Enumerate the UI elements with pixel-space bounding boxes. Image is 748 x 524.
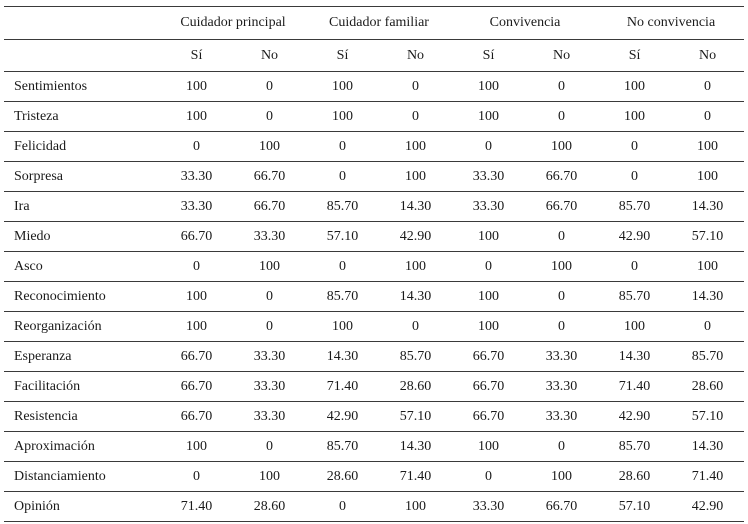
value-cell: 33.30 (525, 342, 598, 372)
row-label: Ira (4, 192, 160, 222)
value-cell: 57.10 (379, 402, 452, 432)
value-cell: 100 (598, 102, 671, 132)
value-cell: 0 (525, 102, 598, 132)
value-cell: 33.30 (233, 222, 306, 252)
table-row (4, 372, 744, 402)
value-cell: 33.30 (452, 192, 525, 222)
value-cell: 0 (671, 312, 744, 342)
value-cell: 66.70 (233, 162, 306, 192)
value-cell: 14.30 (671, 192, 744, 222)
value-cell: 28.60 (379, 372, 452, 402)
value-cell: 33.30 (525, 372, 598, 402)
row-label: Sorpresa (4, 162, 160, 192)
value-cell: 71.40 (160, 492, 233, 522)
value-cell: 0 (525, 432, 598, 462)
table-row (4, 462, 744, 492)
row-label: Resistencia (4, 402, 160, 432)
table-row (4, 402, 744, 432)
row-label: Aproximación (4, 432, 160, 462)
subheader-no: No (525, 40, 598, 72)
value-cell: 14.30 (671, 432, 744, 462)
table-row (4, 222, 744, 252)
value-cell: 0 (233, 102, 306, 132)
group-header-convivencia: Convivencia (452, 7, 598, 40)
value-cell: 71.40 (671, 462, 744, 492)
value-cell: 66.70 (160, 222, 233, 252)
corner-cell (4, 7, 160, 40)
value-cell: 42.90 (671, 492, 744, 522)
value-cell: 66.70 (452, 372, 525, 402)
row-label: Distanciamiento (4, 462, 160, 492)
group-header-row (4, 7, 744, 40)
value-cell: 100 (379, 252, 452, 282)
value-cell: 100 (452, 312, 525, 342)
value-cell: 33.30 (160, 162, 233, 192)
value-cell: 66.70 (160, 402, 233, 432)
value-cell: 100 (160, 102, 233, 132)
value-cell: 0 (233, 432, 306, 462)
row-label: Tristeza (4, 102, 160, 132)
row-label: Facilitación (4, 372, 160, 402)
value-cell: 71.40 (379, 462, 452, 492)
group-header-cuidador-familiar: Cuidador familiar (306, 7, 452, 40)
value-cell: 57.10 (306, 222, 379, 252)
value-cell: 57.10 (671, 222, 744, 252)
value-cell: 85.70 (598, 282, 671, 312)
value-cell: 33.30 (233, 372, 306, 402)
value-cell: 100 (452, 72, 525, 102)
value-cell: 33.30 (233, 402, 306, 432)
row-label: Miedo (4, 222, 160, 252)
table-row (4, 312, 744, 342)
row-label: Esperanza (4, 342, 160, 372)
value-cell: 100 (379, 132, 452, 162)
value-cell: 66.70 (160, 342, 233, 372)
value-cell: 0 (671, 72, 744, 102)
value-cell: 0 (525, 312, 598, 342)
value-cell: 100 (598, 312, 671, 342)
value-cell: 0 (525, 282, 598, 312)
value-cell: 28.60 (233, 492, 306, 522)
value-cell: 0 (598, 132, 671, 162)
value-cell: 85.70 (379, 342, 452, 372)
value-cell: 100 (598, 72, 671, 102)
table-row (4, 492, 744, 522)
value-cell: 66.70 (452, 342, 525, 372)
row-label: Asco (4, 252, 160, 282)
value-cell: 0 (306, 252, 379, 282)
value-cell: 85.70 (306, 282, 379, 312)
value-cell: 0 (306, 162, 379, 192)
value-cell: 0 (306, 132, 379, 162)
value-cell: 57.10 (598, 492, 671, 522)
value-cell: 85.70 (598, 432, 671, 462)
group-header-cuidador-principal: Cuidador principal (160, 7, 306, 40)
value-cell: 0 (452, 132, 525, 162)
value-cell: 0 (233, 312, 306, 342)
row-label: Felicidad (4, 132, 160, 162)
value-cell: 100 (452, 282, 525, 312)
table-row (4, 252, 744, 282)
group-header-no-convivencia: No convivencia (598, 7, 744, 40)
value-cell: 100 (452, 432, 525, 462)
value-cell: 100 (233, 132, 306, 162)
value-cell: 100 (452, 102, 525, 132)
subheader-empty-cell (4, 40, 160, 72)
value-cell: 85.70 (306, 432, 379, 462)
value-cell: 0 (598, 252, 671, 282)
value-cell: 100 (160, 72, 233, 102)
value-cell: 0 (233, 282, 306, 312)
table-row (4, 162, 744, 192)
subheader-si: Sí (306, 40, 379, 72)
value-cell: 100 (671, 132, 744, 162)
value-cell: 42.90 (306, 402, 379, 432)
value-cell: 100 (160, 312, 233, 342)
row-label: Sentimientos (4, 72, 160, 102)
value-cell: 66.70 (525, 492, 598, 522)
value-cell: 100 (671, 252, 744, 282)
value-cell: 100 (160, 282, 233, 312)
value-cell: 100 (233, 252, 306, 282)
value-cell: 0 (160, 252, 233, 282)
value-cell: 14.30 (671, 282, 744, 312)
row-label: Reorganización (4, 312, 160, 342)
table-row (4, 282, 744, 312)
value-cell: 0 (306, 492, 379, 522)
table-row (4, 102, 744, 132)
table-row (4, 72, 744, 102)
value-cell: 28.60 (598, 462, 671, 492)
value-cell: 0 (379, 102, 452, 132)
value-cell: 0 (379, 312, 452, 342)
value-cell: 28.60 (671, 372, 744, 402)
value-cell: 85.70 (306, 192, 379, 222)
value-cell: 100 (525, 252, 598, 282)
table-body (4, 72, 744, 522)
value-cell: 0 (160, 132, 233, 162)
value-cell: 33.30 (525, 402, 598, 432)
table-row (4, 432, 744, 462)
value-cell: 0 (525, 222, 598, 252)
subheader-si: Sí (160, 40, 233, 72)
value-cell: 14.30 (379, 192, 452, 222)
value-cell: 14.30 (379, 282, 452, 312)
value-cell: 100 (452, 222, 525, 252)
value-cell: 85.70 (671, 342, 744, 372)
data-table (4, 6, 744, 522)
table-row (4, 192, 744, 222)
table-header (4, 7, 744, 72)
row-label: Reconocimiento (4, 282, 160, 312)
subheader-row (4, 40, 744, 72)
value-cell: 100 (233, 462, 306, 492)
value-cell: 71.40 (598, 372, 671, 402)
value-cell: 0 (379, 72, 452, 102)
table-row (4, 132, 744, 162)
value-cell: 100 (671, 162, 744, 192)
value-cell: 0 (671, 102, 744, 132)
value-cell: 100 (160, 432, 233, 462)
value-cell: 14.30 (379, 432, 452, 462)
value-cell: 57.10 (671, 402, 744, 432)
value-cell: 85.70 (598, 192, 671, 222)
subheader-no: No (379, 40, 452, 72)
value-cell: 100 (306, 312, 379, 342)
value-cell: 0 (525, 72, 598, 102)
value-cell: 33.30 (160, 192, 233, 222)
row-label: Opinión (4, 492, 160, 522)
value-cell: 66.70 (525, 192, 598, 222)
value-cell: 42.90 (598, 222, 671, 252)
value-cell: 33.30 (452, 492, 525, 522)
value-cell: 66.70 (525, 162, 598, 192)
value-cell: 33.30 (233, 342, 306, 372)
value-cell: 71.40 (306, 372, 379, 402)
value-cell: 14.30 (306, 342, 379, 372)
subheader-si: Sí (452, 40, 525, 72)
value-cell: 100 (379, 492, 452, 522)
value-cell: 42.90 (598, 402, 671, 432)
value-cell: 42.90 (379, 222, 452, 252)
value-cell: 0 (233, 72, 306, 102)
value-cell: 66.70 (452, 402, 525, 432)
value-cell: 0 (452, 462, 525, 492)
subheader-si: Sí (598, 40, 671, 72)
value-cell: 100 (379, 162, 452, 192)
value-cell: 28.60 (306, 462, 379, 492)
value-cell: 100 (306, 102, 379, 132)
value-cell: 0 (452, 252, 525, 282)
subheader-no: No (233, 40, 306, 72)
value-cell: 33.30 (452, 162, 525, 192)
value-cell: 66.70 (160, 372, 233, 402)
data-table-container (4, 6, 744, 522)
value-cell: 100 (525, 462, 598, 492)
value-cell: 100 (525, 132, 598, 162)
value-cell: 100 (306, 72, 379, 102)
value-cell: 14.30 (598, 342, 671, 372)
table-row (4, 342, 744, 372)
value-cell: 66.70 (233, 192, 306, 222)
value-cell: 0 (598, 162, 671, 192)
subheader-no: No (671, 40, 744, 72)
value-cell: 0 (160, 462, 233, 492)
